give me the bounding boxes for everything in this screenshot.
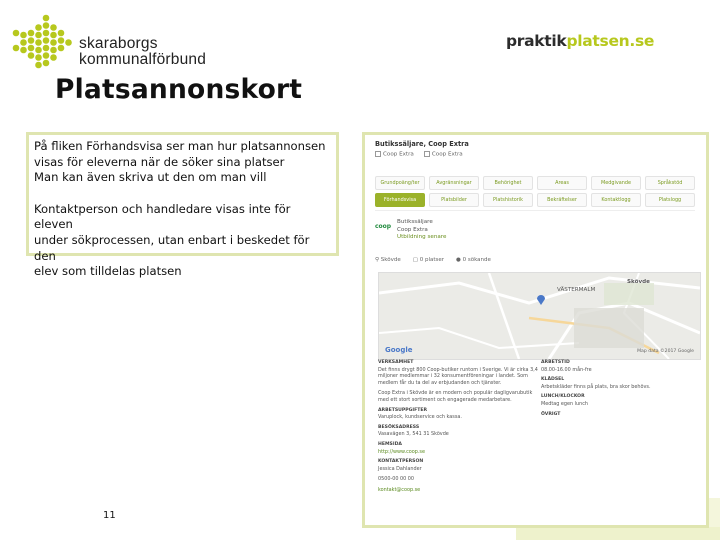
logo-dot [43, 45, 50, 52]
logo-dot [35, 47, 42, 54]
logo-dot [58, 30, 65, 37]
detail-text: 0500-00 00 00 [378, 476, 414, 483]
detail-text: Det finns drygt 800 Coop-butiker runtom i Sverige. Vi är cirka 3,4 miljoner medlemmar i 32 konsumentföreningar i landet. Som medlem får du ta del av erbjudanden och tjänster. [378, 366, 538, 386]
logo-dot [28, 52, 35, 59]
divider [375, 210, 695, 211]
detail-block [378, 459, 538, 472]
detail-text[interactable]: kontakt@coop.se [378, 486, 421, 493]
tab-areas[interactable]: Areas [537, 176, 587, 190]
tab-grundpoangter[interactable]: Grundpoäng/ter [375, 176, 425, 190]
detail-label: LUNCH/KLOCKOR [541, 394, 585, 400]
logo-dot [50, 54, 57, 61]
page-number: 11 [103, 510, 116, 521]
detail-label: HEMSIDA [378, 441, 402, 447]
ad-card-screenshot [362, 132, 709, 528]
detail-block [378, 425, 538, 438]
tab-platslogg[interactable]: Platslogg [645, 193, 695, 207]
detail-text: Jessica Dahlander [378, 465, 422, 472]
text-line: under sökprocessen, utan enbart i beskedet för den [34, 232, 310, 263]
detail-text[interactable]: http://www.coop.se [378, 448, 425, 455]
detail-label: ARBETSUPPGIFTER [378, 407, 428, 413]
detail-label: ÖVRIGT [541, 411, 561, 417]
detail-block [541, 377, 699, 390]
logo-dot [35, 54, 42, 61]
detail-block [378, 408, 538, 421]
coop-logo: coop [375, 223, 392, 230]
logo-dot [65, 39, 72, 46]
detail-text: Medtag egen lunch [541, 400, 589, 407]
logo-dot [58, 45, 65, 52]
company-line: Coop Extra [397, 226, 428, 233]
logo-dot [43, 37, 50, 44]
detail-text: Arbetskläder finns på plats, bra skor behövs. [541, 383, 651, 390]
text-line: elev som tilldelas platsen [34, 264, 182, 279]
google-logo: Google [385, 346, 413, 354]
text-line: Man kan även skriva ut den om man vill [34, 170, 267, 185]
detail-text: 08.00-16.00 mån-fre [541, 366, 592, 373]
logo-dot [43, 30, 50, 37]
logo-dot [50, 32, 57, 39]
tab-medgivande[interactable]: Medgivande [591, 176, 641, 190]
logo-dot [28, 30, 35, 37]
company-line: Butikssäljare [397, 219, 433, 225]
meta-line [375, 257, 491, 263]
tab-behorighet[interactable]: Behörighet [483, 176, 533, 190]
brand-checkbox[interactable]: Coop Extra [375, 151, 414, 158]
tab-platsbilder[interactable]: Platsbilder [429, 193, 479, 207]
tab-bekraftelser[interactable]: Bekräftelser [537, 193, 587, 207]
logo-part2: platsen.se [566, 32, 655, 50]
text-line: visas för eleverna när de söker sina platser [34, 154, 285, 169]
logo-part1: praktik [506, 32, 567, 50]
tab-platshistorik[interactable]: Platshistorik [483, 193, 533, 207]
detail-text: Varuplock, kundservice och kassa. [378, 414, 462, 421]
praktikplatsen-logo [506, 32, 654, 50]
applicants-text: ● 0 sökande [456, 257, 491, 263]
logo-dot [43, 22, 50, 29]
map-copyright: Map data ©2017 Google [637, 349, 694, 354]
detail-text: Vasavägen 3, 541 31 Skövde [378, 431, 449, 438]
tab-row-1 [375, 176, 695, 190]
detail-block [378, 360, 538, 386]
logo-dot [13, 45, 20, 52]
tab-avgransningar[interactable]: Avgränsningar [429, 176, 479, 190]
brand-checkboxes [375, 151, 463, 158]
detail-label: VERKSAMHET [378, 360, 414, 365]
brand-checkbox[interactable]: Coop Extra [424, 151, 463, 158]
logo-dot [13, 30, 20, 37]
detail-block [541, 360, 699, 373]
logo-dot [58, 37, 65, 44]
detail-label: ARBETSTID [541, 360, 570, 365]
detail-block [378, 487, 538, 494]
slide-title: Platsannonskort [55, 74, 303, 105]
logo-dot [35, 32, 42, 39]
logo-dot [43, 52, 50, 59]
location-text: ⚲ Skövde [375, 257, 401, 263]
detail-block [378, 390, 538, 403]
logo-dot [43, 15, 50, 22]
logo-dot [20, 39, 27, 46]
corner-decoration-bar [516, 527, 720, 540]
detail-block [378, 442, 538, 455]
tab-kontaktlogg[interactable]: Kontaktlogg [591, 193, 641, 207]
text-line: På fliken Förhandsvisa ser man hur platsannonsen [34, 139, 326, 153]
details-right [541, 360, 699, 422]
ad-title: Butikssäljare, Coop Extra [375, 140, 469, 148]
logo-dot [35, 39, 42, 46]
detail-block [541, 394, 699, 407]
company-link[interactable]: Utbildning senare [397, 234, 447, 241]
map-label-vastermalm: VÄSTERMALM [557, 287, 596, 293]
logo-dot [50, 47, 57, 54]
map-graphic [379, 273, 700, 359]
map-pin-icon[interactable] [537, 295, 545, 305]
logo-dot [28, 37, 35, 44]
dots-logo-icon [12, 14, 74, 74]
detail-label: KLÄDSEL [541, 377, 565, 383]
company-info [397, 219, 446, 242]
detail-text: Coop Extra i Skövde är en modern och populär dagligvarubutik med ett stort sortiment och engagerade medarbetare. [378, 390, 533, 403]
detail-block [541, 412, 699, 419]
logo-dot [20, 32, 27, 39]
logo-wordmark [79, 36, 206, 68]
details-left [378, 360, 538, 498]
places-text: ▢ 0 platser [412, 257, 445, 263]
logo-dot [35, 62, 42, 69]
logo-dot [20, 47, 27, 54]
location-map[interactable] [378, 272, 701, 360]
logo-dot [50, 39, 57, 46]
logo-dot [43, 60, 50, 67]
description-textbox [26, 132, 339, 279]
logo-dot [35, 24, 42, 31]
tab-row-2 [375, 193, 695, 207]
detail-label: KONTAKTPERSON [378, 459, 424, 465]
logo-dot [50, 24, 57, 31]
text-line: Kontaktperson och handledare visas inte för eleven [34, 201, 291, 232]
logo-line2: kommunalförbund [79, 51, 207, 68]
map-label-skovde: Skövde [627, 279, 650, 285]
tab-forhandsvisa[interactable]: Förhandsvisa [375, 193, 425, 207]
tab-sprakstod[interactable]: Språkstöd [645, 176, 695, 190]
logo-dot [28, 45, 35, 52]
logo-line1: skaraborgs [79, 35, 158, 52]
detail-label: BESÖKSADRESS [378, 424, 420, 430]
detail-block [378, 476, 538, 483]
